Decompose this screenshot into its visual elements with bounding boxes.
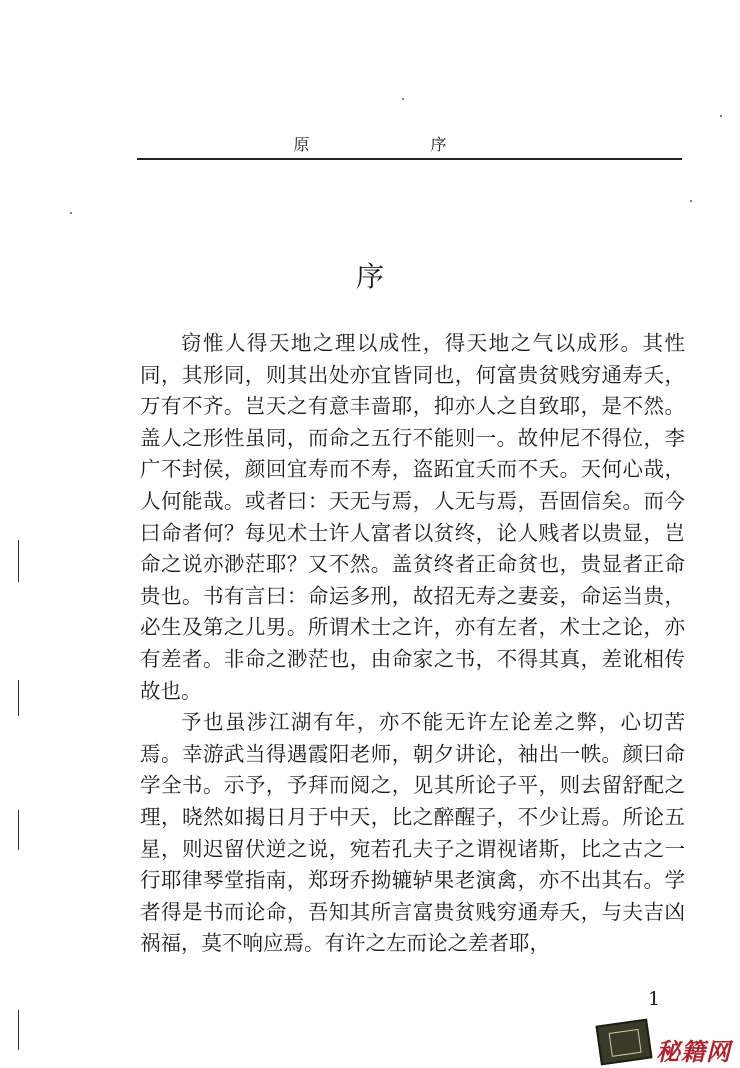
watermark — [598, 1022, 738, 1066]
page-number: 1 — [648, 988, 661, 1010]
scan-margin-mark — [18, 680, 19, 716]
book-seal-icon — [595, 1019, 652, 1066]
watermark-text: 秘籍网 — [656, 1038, 731, 1066]
scan-speck — [402, 98, 404, 100]
scan-speck — [720, 115, 722, 117]
paragraph-2: 予也虽涉江湖有年，亦不能无许左论差之弊，心切苦焉。幸游武当得遇霞阳老师，朝夕讲论，袖出一帙。颜曰命学全书。示予，予拜而阅之，见其所论子平，则去留舒配之理，晓然如揭日月于中天，比之醉醒子，不少让焉。所论五星，则迟留伏逆之说，宛若孔夫子之谓视诸斯，比之古之一行耶律琴堂指南，郑玡乔拗辘轳果老演禽，亦不出其右。学者得是书而论命，吾知其所言富贵贫贱穷通寿夭，与夫吉凶祸福，莫不响应焉。有许之左而论之差者耶， — [140, 710, 685, 956]
scan-margin-mark — [18, 540, 19, 582]
header-rule — [137, 158, 682, 160]
scan-speck — [70, 212, 72, 214]
scan-margin-mark — [18, 810, 19, 850]
scan-speck — [690, 200, 692, 202]
scan-margin-mark — [18, 1010, 19, 1050]
body-text — [140, 328, 685, 960]
running-head: 原 序 — [293, 135, 505, 154]
page-title: 序 — [355, 260, 384, 293]
paragraph-1: 窃惟人得天地之理以成性，得天地之气以成形。其性同，其形同，则其出处亦宜皆同也，何富贵贫贱穷通寿夭，万有不齐。岂天之有意丰啬耶，抑亦人之自致耶，是不然。盖人之形性虽同，而命之五行不能则一。故仲尼不得位，李广不封侯，颜回宜寿而不寿，盗跖宜夭而不夭。天何心哉，人何能哉。或者曰：天无与焉，人无与焉，吾固信矣。而今曰命者何？每见术士许人富者以贫终，论人贱者以贵显，岂命之说亦渺茫耶？又不然。盖贫终者正命贫也，贵显者正命贵也。书有言曰：命运多刑，故招无寿之妻妾，命运当贵，必生及第之儿男。所谓术士之许，亦有左者，术士之论，亦有差者。非命之渺茫也，由命家之书，不得其真，差讹相传故也。 — [140, 331, 685, 703]
